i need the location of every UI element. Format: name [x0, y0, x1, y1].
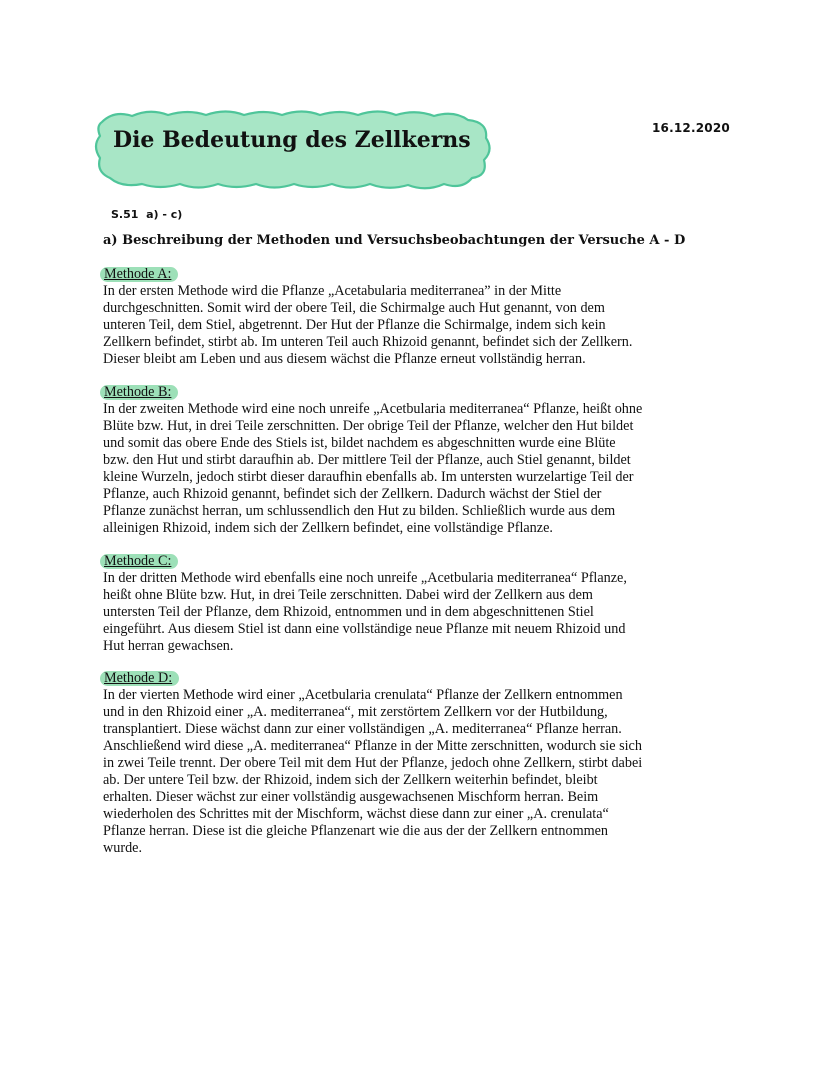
method-c-label: Methode C:	[103, 553, 175, 570]
text-line: und somit das obere Ende des Stiels ist, bildet nachdem es abgeschnitten wurde eine Blüte	[103, 435, 616, 451]
text-line: eingeführt. Aus diesem Stiel ist dann eine vollständige neue Pflanze mit neuem Rhizoid und	[103, 621, 626, 637]
section-heading: a) Beschreibung der Methoden und Versuchsbeobachtungen der Versuche A - D	[103, 233, 686, 248]
text-line: In der dritten Methode wird ebenfalls eine noch unreife „Acetbularia mediterranea“ Pflanze,	[103, 570, 627, 586]
text-line: untersten Teil der Pflanze, dem Rhizoid, entnommen und in dem abgeschnittenen Stiel	[103, 604, 594, 620]
text-line: In der ersten Methode wird die Pflanze „Acetabularia mediterranea” in der Mitte	[103, 283, 562, 299]
method-c-text	[103, 570, 728, 655]
task-reference: S.51 a) - c)	[111, 208, 183, 221]
method-c-section	[103, 552, 728, 655]
method-a-label: Methode A:	[103, 266, 175, 283]
method-d-section	[103, 669, 728, 857]
text-line: wiederholen des Schrittes mit der Mischform, wächst diese dann zur einer „A. crenulata“	[103, 806, 609, 822]
text-line: Blüte bzw. Hut, in drei Teile zerschnitten. Der obrige Teil der Pflanze, welcher den Hut bildet	[103, 418, 634, 434]
document-date: 16.12.2020	[652, 121, 730, 135]
text-line: Pflanze herran. Diese ist die gleiche Pflanzenart wie die aus der der Zellkern entnommen	[103, 823, 609, 839]
method-b-section	[103, 383, 728, 537]
text-line: transplantiert. Diese wächst dann zur einer vollständigen „A. mediterranea“ Pflanze herran.	[103, 721, 622, 737]
text-line: und in den Rhizoid einer „A. mediterranea“, mit zerstörtem Zellkern vor der Hutbildung,	[103, 704, 608, 720]
text-line: heißt ohne Blüte bzw. Hut, in drei Teile zerschnitten. Dabei wird der Zellkern aus dem	[103, 587, 593, 603]
text-line: wurde.	[103, 840, 143, 856]
text-line: Pflanze zunächst herran, um schlussendlich den Hut zu bilden. Schließlich wurde aus dem	[103, 503, 616, 519]
text-line: bzw. den Hut und stirbt daraufhin ab. Der mittlere Teil der Pflanze, auch Stiel genannt, bildet	[103, 452, 631, 468]
text-line: kleine Wurzeln, jedoch stirbt dieser daraufhin ebenfalls ab. Im untersten wurzelartige Teil der	[103, 469, 634, 485]
text-line: In der vierten Methode wird einer „Acetbularia crenulata“ Pflanze der Zellkern entnommen	[103, 687, 623, 703]
text-line: erhalten. Dieser wächst zur einer vollständig ausgewachsenen Mischform herran. Beim	[103, 789, 599, 805]
text-line: durchgeschnitten. Somit wird der obere Teil, die Schirmalge auch Hut genannt, von dem	[103, 300, 605, 316]
text-line: unteren Teil, dem Stiel, abgetrennt. Der Hut der Pflanze die Schirmalge, indem sich kein	[103, 317, 606, 333]
method-a-text	[103, 283, 728, 368]
page-title: Die Bedeutung des Zellkerns	[113, 127, 471, 153]
text-line: Hut herran gewachsen.	[103, 638, 234, 654]
text-line: ab. Der untere Teil bzw. der Rhizoid, indem sich der Zellkern weiterhin befindet, bleibt	[103, 772, 598, 788]
text-line: Dieser bleibt am Leben und aus diesem wächst die Pflanze erneut vollständig herran.	[103, 351, 586, 367]
text-line: alleinigen Rhizoid, indem sich der Zellkern befindet, eine vollständige Pflanze.	[103, 520, 553, 536]
method-d-text	[103, 687, 728, 857]
method-b-text	[103, 401, 728, 537]
text-line: Zellkern befindet, stirbt ab. Im unteren Teil auch Rhizoid genannt, befindet sich der Zellkern.	[103, 334, 633, 350]
method-a-section	[103, 265, 728, 368]
text-line: In der zweiten Methode wird eine noch unreife „Acetbularia mediterranea“ Pflanze, heißt ohne	[103, 401, 643, 417]
method-b-label: Methode B:	[103, 384, 175, 401]
method-d-label: Methode D:	[103, 670, 176, 687]
text-line: in zwei Teile trennt. Der obere Teil mit dem Hut der Pflanze, jedoch ohne Zellkern, stirbt dabei	[103, 755, 643, 771]
text-line: Anschließend wird diese „A. mediterranea“ Pflanze in der Mitte zerschnitten, wodurch sie sich	[103, 738, 642, 754]
text-line: Pflanze, auch Rhizoid genannt, befindet sich der Zellkern. Dadurch wächst der Stiel der	[103, 486, 602, 502]
